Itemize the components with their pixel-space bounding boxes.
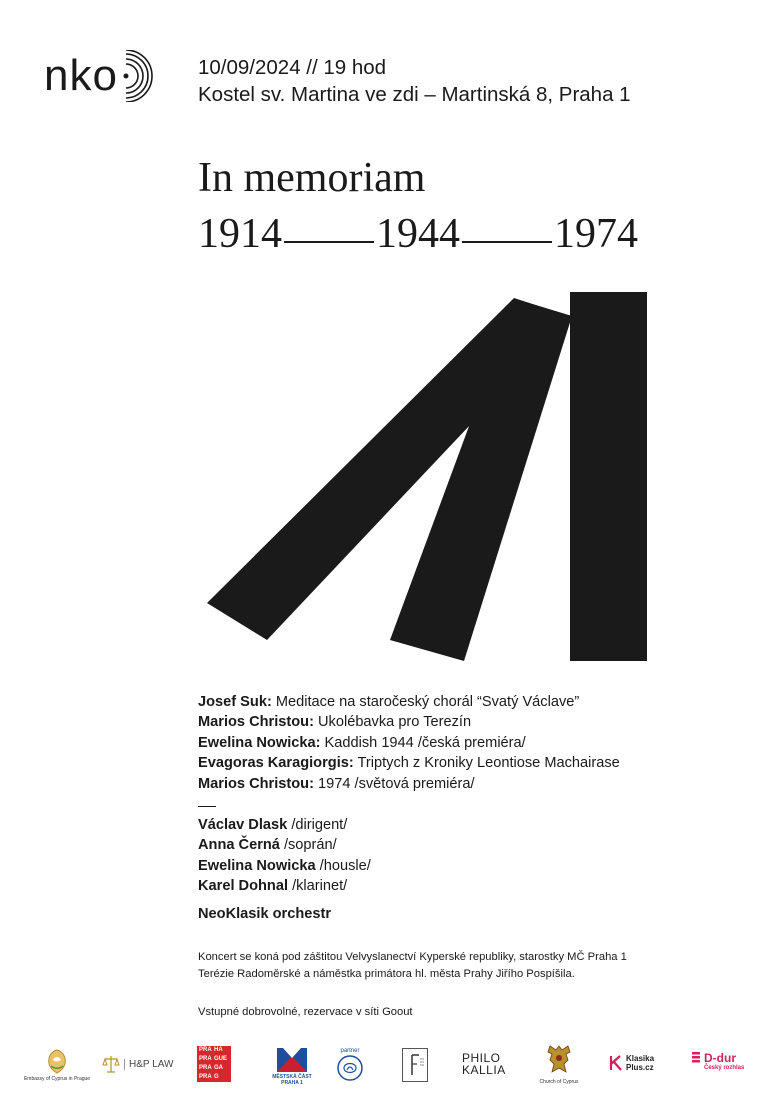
year-1974: 1974 [554, 211, 638, 257]
program-item [198, 712, 620, 732]
performer-item [198, 876, 371, 896]
title-line: In memoriam [198, 155, 426, 201]
composer: Ewelina Nowicka: [198, 734, 321, 751]
event-venue: Kostel sv. Martina ve zdi – Martinská 8, Praha 1 [198, 83, 631, 106]
nko-logo-text: nko [44, 51, 118, 100]
patronage-note [198, 949, 698, 983]
work: 1974 /světová premiéra/ [313, 775, 475, 792]
performer-role: /housle/ [315, 857, 371, 874]
performer-name: Anna Černá [198, 837, 280, 854]
praha-cell: G [214, 1074, 219, 1080]
scales-icon [102, 1054, 120, 1074]
partner-circle-icon [336, 1054, 364, 1082]
klasika-plus-logo [608, 1054, 654, 1072]
performer-item [198, 835, 371, 855]
program-list [198, 692, 620, 794]
hp-law-label: H&P LAW [124, 1059, 173, 1070]
work: Triptych z Kroniky Leontiose Machairase [353, 755, 620, 772]
d-dur-logo [692, 1052, 744, 1071]
philokallia-logo [462, 1052, 506, 1076]
performer-name: Václav Dlask [198, 817, 288, 833]
program-item [198, 733, 620, 753]
embassy-label: Embassy of Cyprus in Prague [23, 1076, 91, 1082]
entry-note: Vstupné dobrovolné, rezervace v síti Goout [198, 1006, 413, 1018]
section-divider [198, 806, 216, 807]
praha-logo [197, 1046, 231, 1082]
mestska-cast-emblem-icon [277, 1048, 307, 1072]
program-item [198, 774, 620, 794]
event-date-time: 10/09/2024 // 19 hod [198, 56, 387, 79]
klasika-label-1: Klasika [626, 1054, 655, 1063]
d-dur-label: D-dur [704, 1051, 736, 1065]
partner-logo [330, 1048, 370, 1082]
year-1944: 1944 [376, 211, 460, 257]
patronage-line: Terézie Radoměrské a náměstka primátora hl. města Prahy Jiřího Pospíšila. [198, 968, 575, 980]
mestska-cast-label-2: PRAHA 1 [281, 1080, 303, 1086]
partner-label: partner [340, 1048, 360, 1054]
standing-bar-right [570, 292, 647, 661]
cesky-rozhlas-label: Český rozhlas [704, 1065, 745, 1071]
praha-cell: PRA [199, 1074, 212, 1080]
hp-law-logo [102, 1054, 173, 1074]
performers-list [198, 815, 371, 897]
klasika-k-icon [608, 1054, 624, 1072]
performer-role: /dirigent/ [287, 817, 348, 833]
cyprus-emblem-icon [46, 1048, 68, 1074]
performer-role: /soprán/ [279, 837, 337, 854]
composer: Marios Christou: [198, 714, 314, 731]
philokallia-label-2: KALLIA [462, 1063, 506, 1077]
praha-cell: GUE [214, 1056, 228, 1062]
program-item [198, 692, 620, 712]
partner-logos [0, 1040, 778, 1095]
performer-name: Karel Dohnal [198, 878, 289, 895]
performer-item [198, 815, 371, 835]
composer: Evagoras Karagiorgis: [198, 755, 354, 772]
mestska-cast-label-1: MĚSTSKÁ ČÁST [272, 1074, 312, 1080]
philokallia-label-1: PHILO [462, 1051, 501, 1065]
praha-cell: HA [214, 1047, 223, 1053]
praha-cell: PRA [199, 1065, 212, 1071]
mestska-cast-logo [270, 1048, 314, 1086]
composer: Josef Suk: [198, 694, 272, 710]
performer-name: Ewelina Nowicka [198, 857, 316, 874]
monogram-icon [403, 1049, 427, 1081]
praha-cell: PRA [199, 1056, 212, 1062]
praha-cell: GA [214, 1065, 223, 1071]
klasika-label-2: Plus.cz [626, 1063, 654, 1072]
program-item [198, 753, 620, 773]
orchestra-name: NeoKlasik orchestr [198, 906, 332, 922]
cesky-rozhlas-bars-icon [692, 1052, 702, 1066]
framed-emblem-logo [402, 1048, 428, 1082]
double-headed-eagle-icon [544, 1042, 574, 1078]
work: Ukolébavka pro Terezín [313, 714, 472, 731]
performer-item [198, 856, 371, 876]
performer-role: /klarinet/ [288, 878, 348, 895]
work: Meditace na staročeský chorál “Svatý Václave” [271, 694, 580, 710]
praha-cell: PRA [199, 1047, 212, 1053]
church-label: Church of Cyprus [539, 1079, 579, 1085]
year-1914: 1914 [198, 211, 282, 257]
embassy-logo [23, 1048, 91, 1082]
church-of-cyprus-logo [534, 1042, 584, 1085]
patronage-line: Koncert se koná pod záštitou Velvyslanectví Kyperské republiky, starostky MČ Praha 1 [198, 951, 627, 963]
composer: Marios Christou: [198, 775, 314, 792]
work: Kaddish 1944 /česká premiéra/ [320, 734, 526, 751]
